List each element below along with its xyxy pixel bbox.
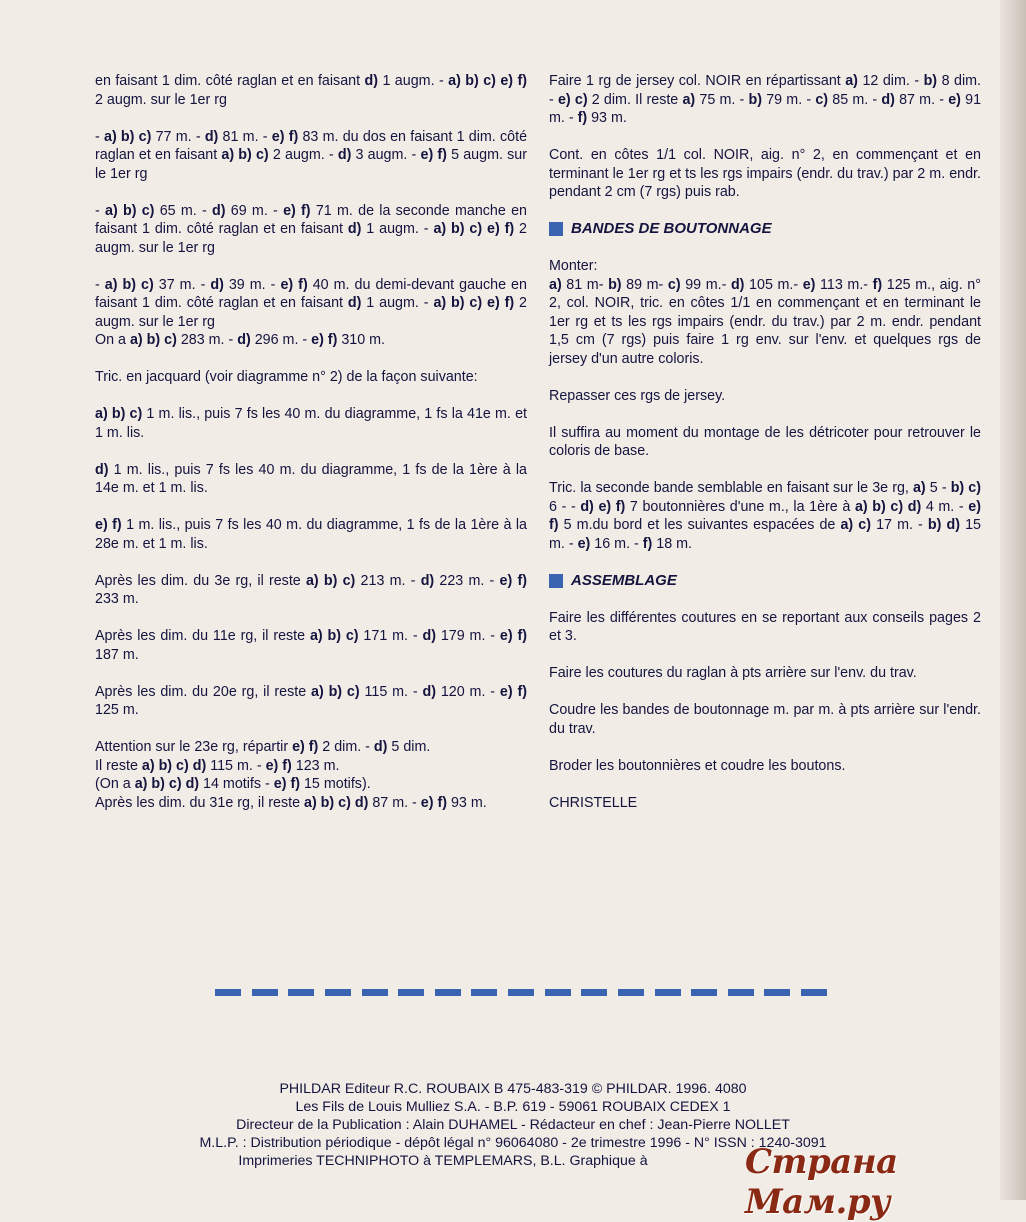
- pattern-paragraph: Il reste a) b) c) d) 115 m. - e) f) 123 m.: [95, 757, 340, 774]
- pattern-paragraph: Tric. la seconde bande semblable en faisant sur le 3e rg, a) 5 - b) c) 6 - - d) e) f) 7 boutonnières d'une m., la 1ère à a) b) c) d) 4 m. - e) f) 5 m.du bord et les suivantes espacées de a) c) 17 m. - b) d) 15 m. - e) 16 m. - f) 18 m.: [549, 480, 982, 552]
- pattern-paragraph: (On a a) b) c) d) 14 motifs - e) f) 15 motifs).: [95, 776, 371, 792]
- pattern-paragraph: Attention sur le 23e rg, répartir e) f) 2 dim. - d) 5 dim.: [95, 739, 431, 755]
- footer-line: PHILDAR Editeur R.C. ROUBAIX B 475-483-319 © PHILDAR. 1996. 4080: [279, 1081, 747, 1097]
- pattern-paragraph: Coudre les bandes de boutonnage m. par m. à pts arrière sur l'endr. du trav.: [549, 702, 981, 737]
- pattern-paragraph: - a) b) c) 77 m. - d) 81 m. - e) f) 83 m. du dos en faisant 1 dim. côté raglan et en faisant a) b) c) 2 augm. - d) 3 augm. - e) f) 5 augm. sur le 1er rg: [95, 128, 528, 182]
- pattern-paragraph: Après les dim. du 31e rg, il reste a) b) c) d) 87 m. - e) f) 93 m.: [95, 794, 487, 811]
- pattern-paragraph: Tric. en jacquard (voir diagramme n° 2) de la façon suivante:: [95, 369, 478, 385]
- pattern-paragraph: - a) b) c) 37 m. - d) 39 m. - e) f) 40 m. du demi-devant gauche en faisant 1 dim. côté raglan et en faisant d) 1 augm. - a) b) c) e) f) 2 augm. sur le 1er rg On a a) b) c) 283 m. - d) 296 m. - e) f) 310 m.: [95, 276, 527, 348]
- section-heading-assemblage: ASSEMBLAGE: [549, 572, 981, 591]
- pattern-paragraph: Il suffira au moment du montage de les détricoter pour retrouver le coloris de base.: [549, 424, 981, 459]
- pattern-paragraph: Après les dim. du 20e rg, il reste a) b) c) 115 m. - d) 120 m. - e) f) 125 m.: [95, 683, 527, 718]
- dashed-divider: [215, 989, 827, 997]
- pattern-paragraph: - a) b) c) 65 m. - d) 69 m. - e) f) 71 m. de la seconde manche en faisant 1 dim. côté raglan et en faisant d) 1 augm. - a) b) c) e) f) 2 augm. sur le 1er rg: [95, 202, 527, 256]
- square-bullet-icon: [549, 574, 563, 588]
- page-binding-edge: [1000, 0, 1026, 1200]
- pattern-paragraph: Broder les boutonnières et coudre les boutons.: [549, 757, 846, 774]
- pattern-paragraph: d) 1 m. lis., puis 7 fs les 40 m. du diagramme, 1 fs de la 1ère à la 14e m. et 1 m. lis.: [95, 461, 527, 496]
- pattern-paragraph: Cont. en côtes 1/1 col. NOIR, aig. n° 2, en commençant et en terminant le 1er rg et ts les rgs impairs (endr. du trav.) par 2 m. endr. pendant 2 cm (7 rgs) puis rab.: [549, 147, 981, 200]
- pattern-paragraph: Repasser ces rgs de jersey.: [549, 387, 726, 404]
- watermark-logo: Страна Мам.ру: [745, 1142, 898, 1222]
- square-bullet-icon: [549, 222, 563, 236]
- pattern-paragraph: CHRISTELLE: [549, 794, 638, 811]
- right-column: [549, 72, 981, 831]
- left-column: [95, 72, 527, 812]
- pattern-paragraph: Faire 1 rg de jersey col. NOIR en répartissant a) 12 dim. - b) 8 dim. - e) c) 2 dim. Il reste a) 75 m. - b) 79 m. - c) 85 m. - d) 87 m. - e) 91 m. - f) 93 m.: [549, 73, 982, 126]
- pattern-paragraph: en faisant 1 dim. côté raglan et en faisant d) 1 augm. - a) b) c) e) f) 2 augm. sur le 1er rg: [95, 73, 527, 108]
- pattern-paragraph: Après les dim. du 11e rg, il reste a) b) c) 171 m. - d) 179 m. - e) f) 187 m.: [95, 628, 527, 663]
- pattern-paragraph: e) f) 1 m. lis., puis 7 fs les 40 m. du diagramme, 1 fs de la 1ère à la 28e m. et 1 m. lis.: [95, 517, 527, 552]
- pattern-paragraph: a) b) c) 1 m. lis., puis 7 fs les 40 m. du diagramme, 1 fs la 41e m. et 1 m. lis.: [95, 406, 527, 441]
- footer-line: Imprimeries TECHNIPHOTO à TEMPLEMARS, B.L. Graphique à: [238, 1153, 648, 1169]
- footer-line: M.L.P. : Distribution périodique - dépôt légal n° 96064080 - 2e trimestre 1996 - N° ISSN : 1240-3091: [199, 1135, 827, 1151]
- pattern-paragraph: Faire les différentes coutures en se reportant aux conseils pages 2 et 3.: [549, 609, 981, 644]
- footer-line: Directeur de la Publication : Alain DUHAMEL - Rédacteur en chef : Jean-Pierre NOLLET: [236, 1117, 790, 1133]
- pattern-paragraph: Après les dim. du 3e rg, il reste a) b) c) 213 m. - d) 223 m. - e) f) 233 m.: [95, 572, 527, 607]
- pattern-paragraph: Faire les coutures du raglan à pts arrière sur l'env. du trav.: [549, 665, 917, 681]
- section-heading-bandes: BANDES DE BOUTONNAGE: [549, 220, 981, 239]
- footer-line: Les Fils de Louis Mulliez S.A. - B.P. 619 - 59061 ROUBAIX CEDEX 1: [295, 1099, 731, 1115]
- pattern-paragraph: Monter: a) 81 m- b) 89 m- c) 99 m.- d) 105 m.- e) 113 m.- f) 125 m., aig. n° 2, col. NOIR, tric. en côtes 1/1 en commençant et en terminant le 1er rg et ts les rgs impairs (endr. du trav.) par 2 m. endr. pendant 1,5 cm (7 rgs) puis faire 1 rg env. sur l'env. et quelques rgs de jersey d'un autre coloris.: [549, 258, 981, 367]
